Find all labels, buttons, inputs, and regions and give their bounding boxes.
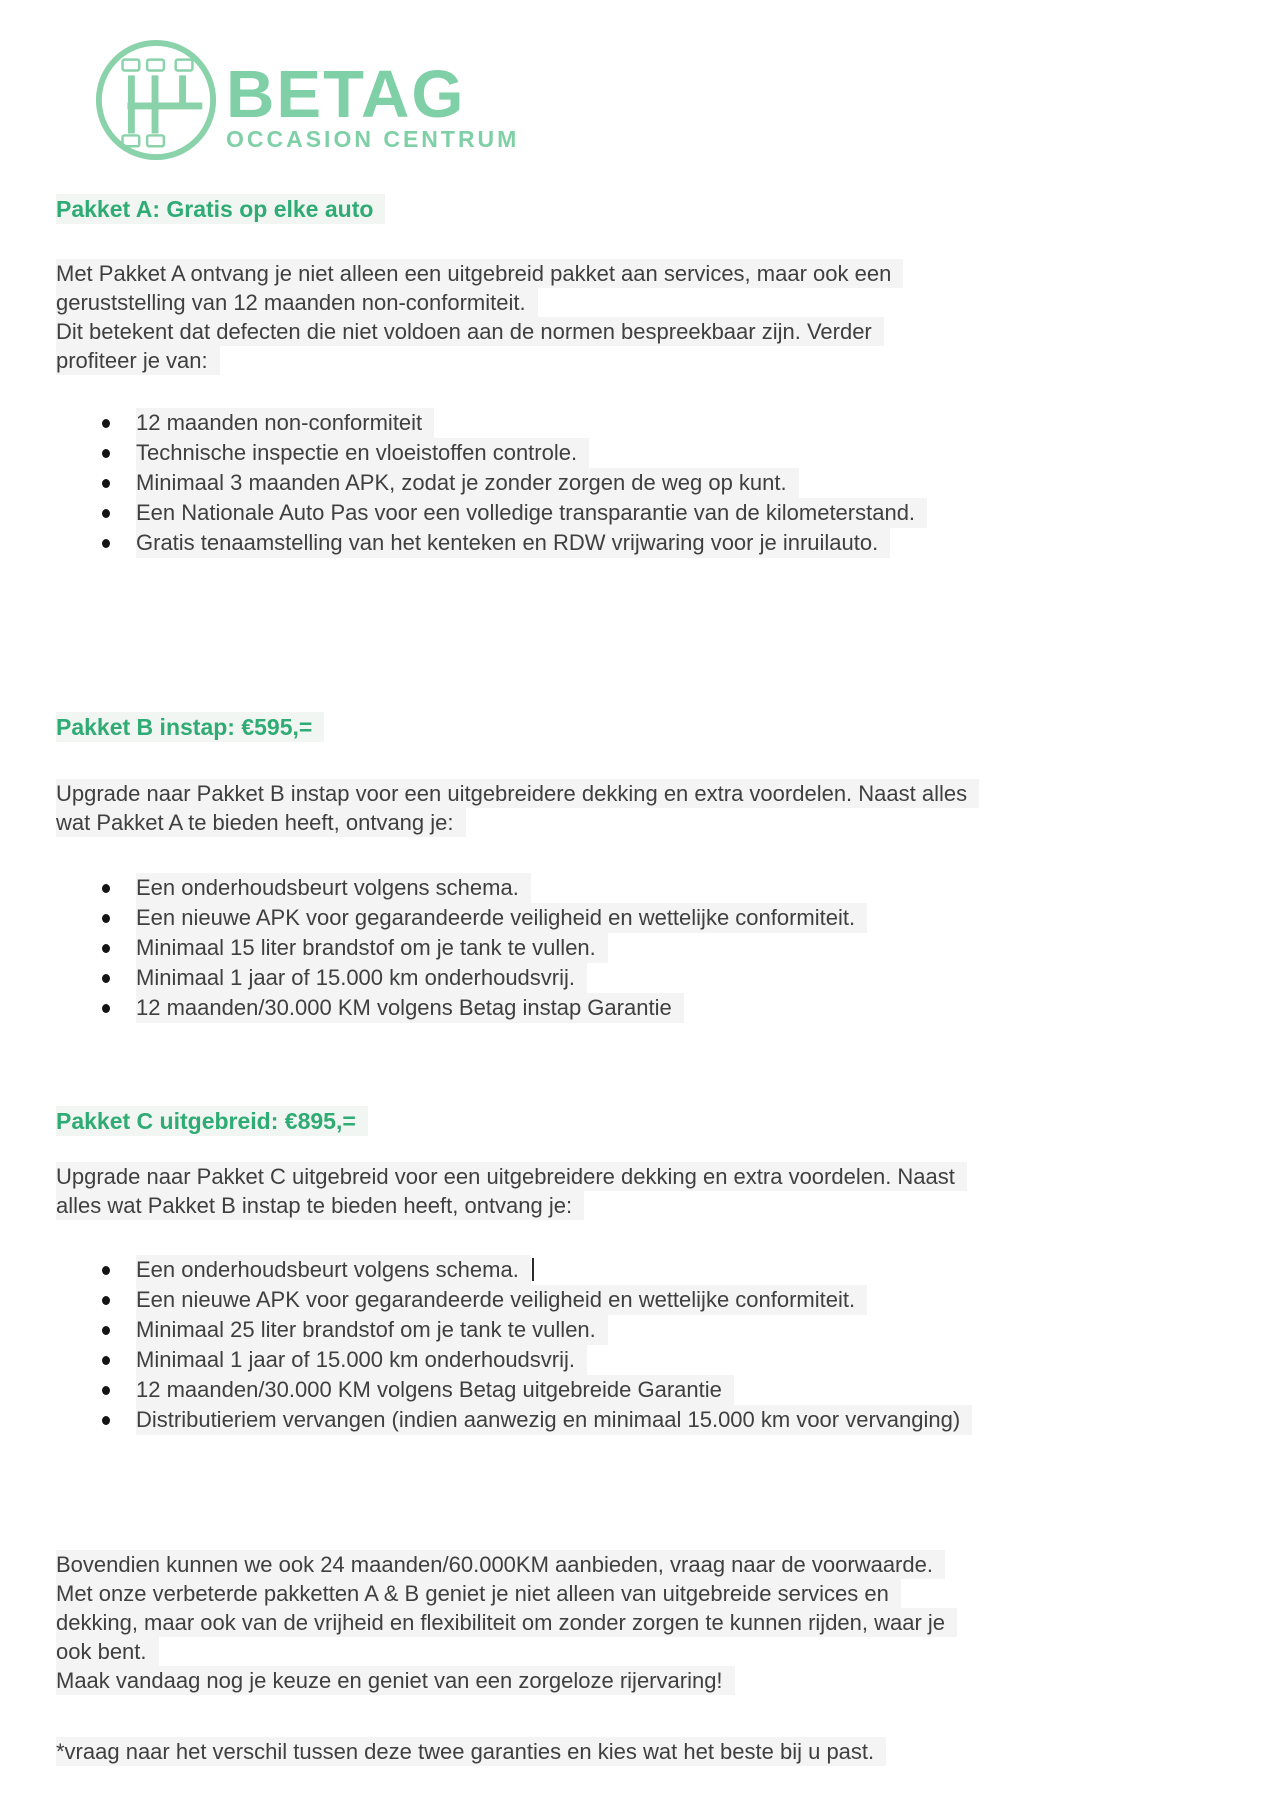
bullet-item: Gratis tenaamstelling van het kenteken en RDW vrijwaring voor je inruilauto. <box>56 528 1220 558</box>
intro-line: alles wat Pakket B instap te bieden heeft, ontvang je: <box>56 1191 1220 1220</box>
bullet-dot-icon <box>102 419 110 428</box>
intro-line: Upgrade naar Pakket C uitgebreid voor een uitgebreidere dekking en extra voordelen. Naast <box>56 1162 1220 1191</box>
bullet-dot-icon <box>102 509 110 518</box>
bullet-item: Een onderhoudsbeurt volgens schema. <box>56 873 1220 903</box>
intro-line: Upgrade naar Pakket B instap voor een uitgebreidere dekking en extra voordelen. Naast alles <box>56 779 1220 808</box>
bullet-dot-icon <box>102 1386 110 1395</box>
bullet-dot-icon <box>102 1266 110 1275</box>
text-cursor <box>532 1258 534 1281</box>
bullet-item: Technische inspectie en vloeistoffen controle. <box>56 438 1220 468</box>
bullet-item: Minimaal 1 jaar of 15.000 km onderhoudsvrij. <box>56 1345 1220 1375</box>
gear-shift-icon <box>92 36 220 164</box>
bullet-dot-icon <box>102 1326 110 1335</box>
bullet-dot-icon <box>102 449 110 458</box>
bullet-item: 12 maanden/30.000 KM volgens Betag uitgebreide Garantie <box>56 1375 1220 1405</box>
bullet-item: Minimaal 3 maanden APK, zodat je zonder zorgen de weg op kunt. <box>56 468 1220 498</box>
bullet-dot-icon <box>102 1004 110 1013</box>
bullet-dot-icon <box>102 1416 110 1425</box>
bullet-dot-icon <box>102 1296 110 1305</box>
intro-line: Met Pakket A ontvang je niet alleen een uitgebreid pakket aan services, maar ook een <box>56 259 1220 288</box>
bullet-dot-icon <box>102 944 110 953</box>
bullet-list-pakket-c <box>56 1255 1220 1435</box>
bullet-dot-icon <box>102 539 110 548</box>
intro-line: wat Pakket A te bieden heeft, ontvang je: <box>56 808 1220 837</box>
section-heading-pakket-a: Pakket A: Gratis op elke auto <box>56 194 1220 224</box>
bullet-item: Distributieriem vervangen (indien aanwezig en minimaal 15.000 km voor vervanging) <box>56 1405 1220 1435</box>
bullet-item: 12 maanden non-conformiteit <box>56 408 1220 438</box>
closing-line: Maak vandaag nog je keuze en geniet van een zorgeloze rijervaring! <box>56 1666 1220 1695</box>
bullet-item: Minimaal 1 jaar of 15.000 km onderhoudsvrij. <box>56 963 1220 993</box>
bullet-dot-icon <box>102 914 110 923</box>
bullet-item: 12 maanden/30.000 KM volgens Betag instap Garantie <box>56 993 1220 1023</box>
bullet-list-pakket-b <box>56 873 1220 1023</box>
intro-line: Dit betekent dat defecten die niet voldoen aan de normen bespreekbaar zijn. Verder <box>56 317 1220 346</box>
closing-line: Met onze verbeterde pakketten A & B geniet je niet alleen van uitgebreide services en <box>56 1579 1220 1608</box>
closing-paragraph <box>56 1550 1220 1695</box>
section-intro-pakket-b <box>56 779 1220 837</box>
bullet-item: Een Nationale Auto Pas voor een volledige transparantie van de kilometerstand. <box>56 498 1220 528</box>
closing-line: ook bent. <box>56 1637 1220 1666</box>
bullet-item: Minimaal 15 liter brandstof om je tank te vullen. <box>56 933 1220 963</box>
brand-name: BETAG <box>226 57 466 132</box>
bullet-item: Een nieuwe APK voor gegarandeerde veiligheid en wettelijke conformiteit. <box>56 1285 1220 1315</box>
brand-subtitle: OCCASION CENTRUM <box>226 126 520 152</box>
bullet-item: Een onderhoudsbeurt volgens schema. <box>56 1255 1220 1285</box>
document-page[interactable] <box>0 36 1280 1766</box>
bullet-dot-icon <box>102 884 110 893</box>
betag-logo <box>92 36 1280 164</box>
closing-line: dekking, maar ook van de vrijheid en flexibiliteit om zonder zorgen te kunnen rijden, waar je <box>56 1608 1220 1637</box>
section-intro-pakket-c <box>56 1162 1220 1220</box>
section-intro-pakket-a <box>56 259 1220 375</box>
section-heading-pakket-c: Pakket C uitgebreid: €895,= <box>56 1106 1220 1136</box>
bullet-dot-icon <box>102 974 110 983</box>
bullet-list-pakket-a <box>56 408 1220 558</box>
footnote: *vraag naar het verschil tussen deze twee garanties en kies wat het beste bij u past. <box>56 1737 1220 1766</box>
section-heading-pakket-b: Pakket B instap: €595,= <box>56 712 1220 742</box>
bullet-dot-icon <box>102 479 110 488</box>
closing-line: Bovendien kunnen we ook 24 maanden/60.000KM aanbieden, vraag naar de voorwaarde. <box>56 1550 1220 1579</box>
bullet-item: Een nieuwe APK voor gegarandeerde veiligheid en wettelijke conformiteit. <box>56 903 1220 933</box>
intro-line: geruststelling van 12 maanden non-conformiteit. <box>56 288 1220 317</box>
bullet-dot-icon <box>102 1356 110 1365</box>
bullet-item: Minimaal 25 liter brandstof om je tank te vullen. <box>56 1315 1220 1345</box>
intro-line: profiteer je van: <box>56 346 1220 375</box>
